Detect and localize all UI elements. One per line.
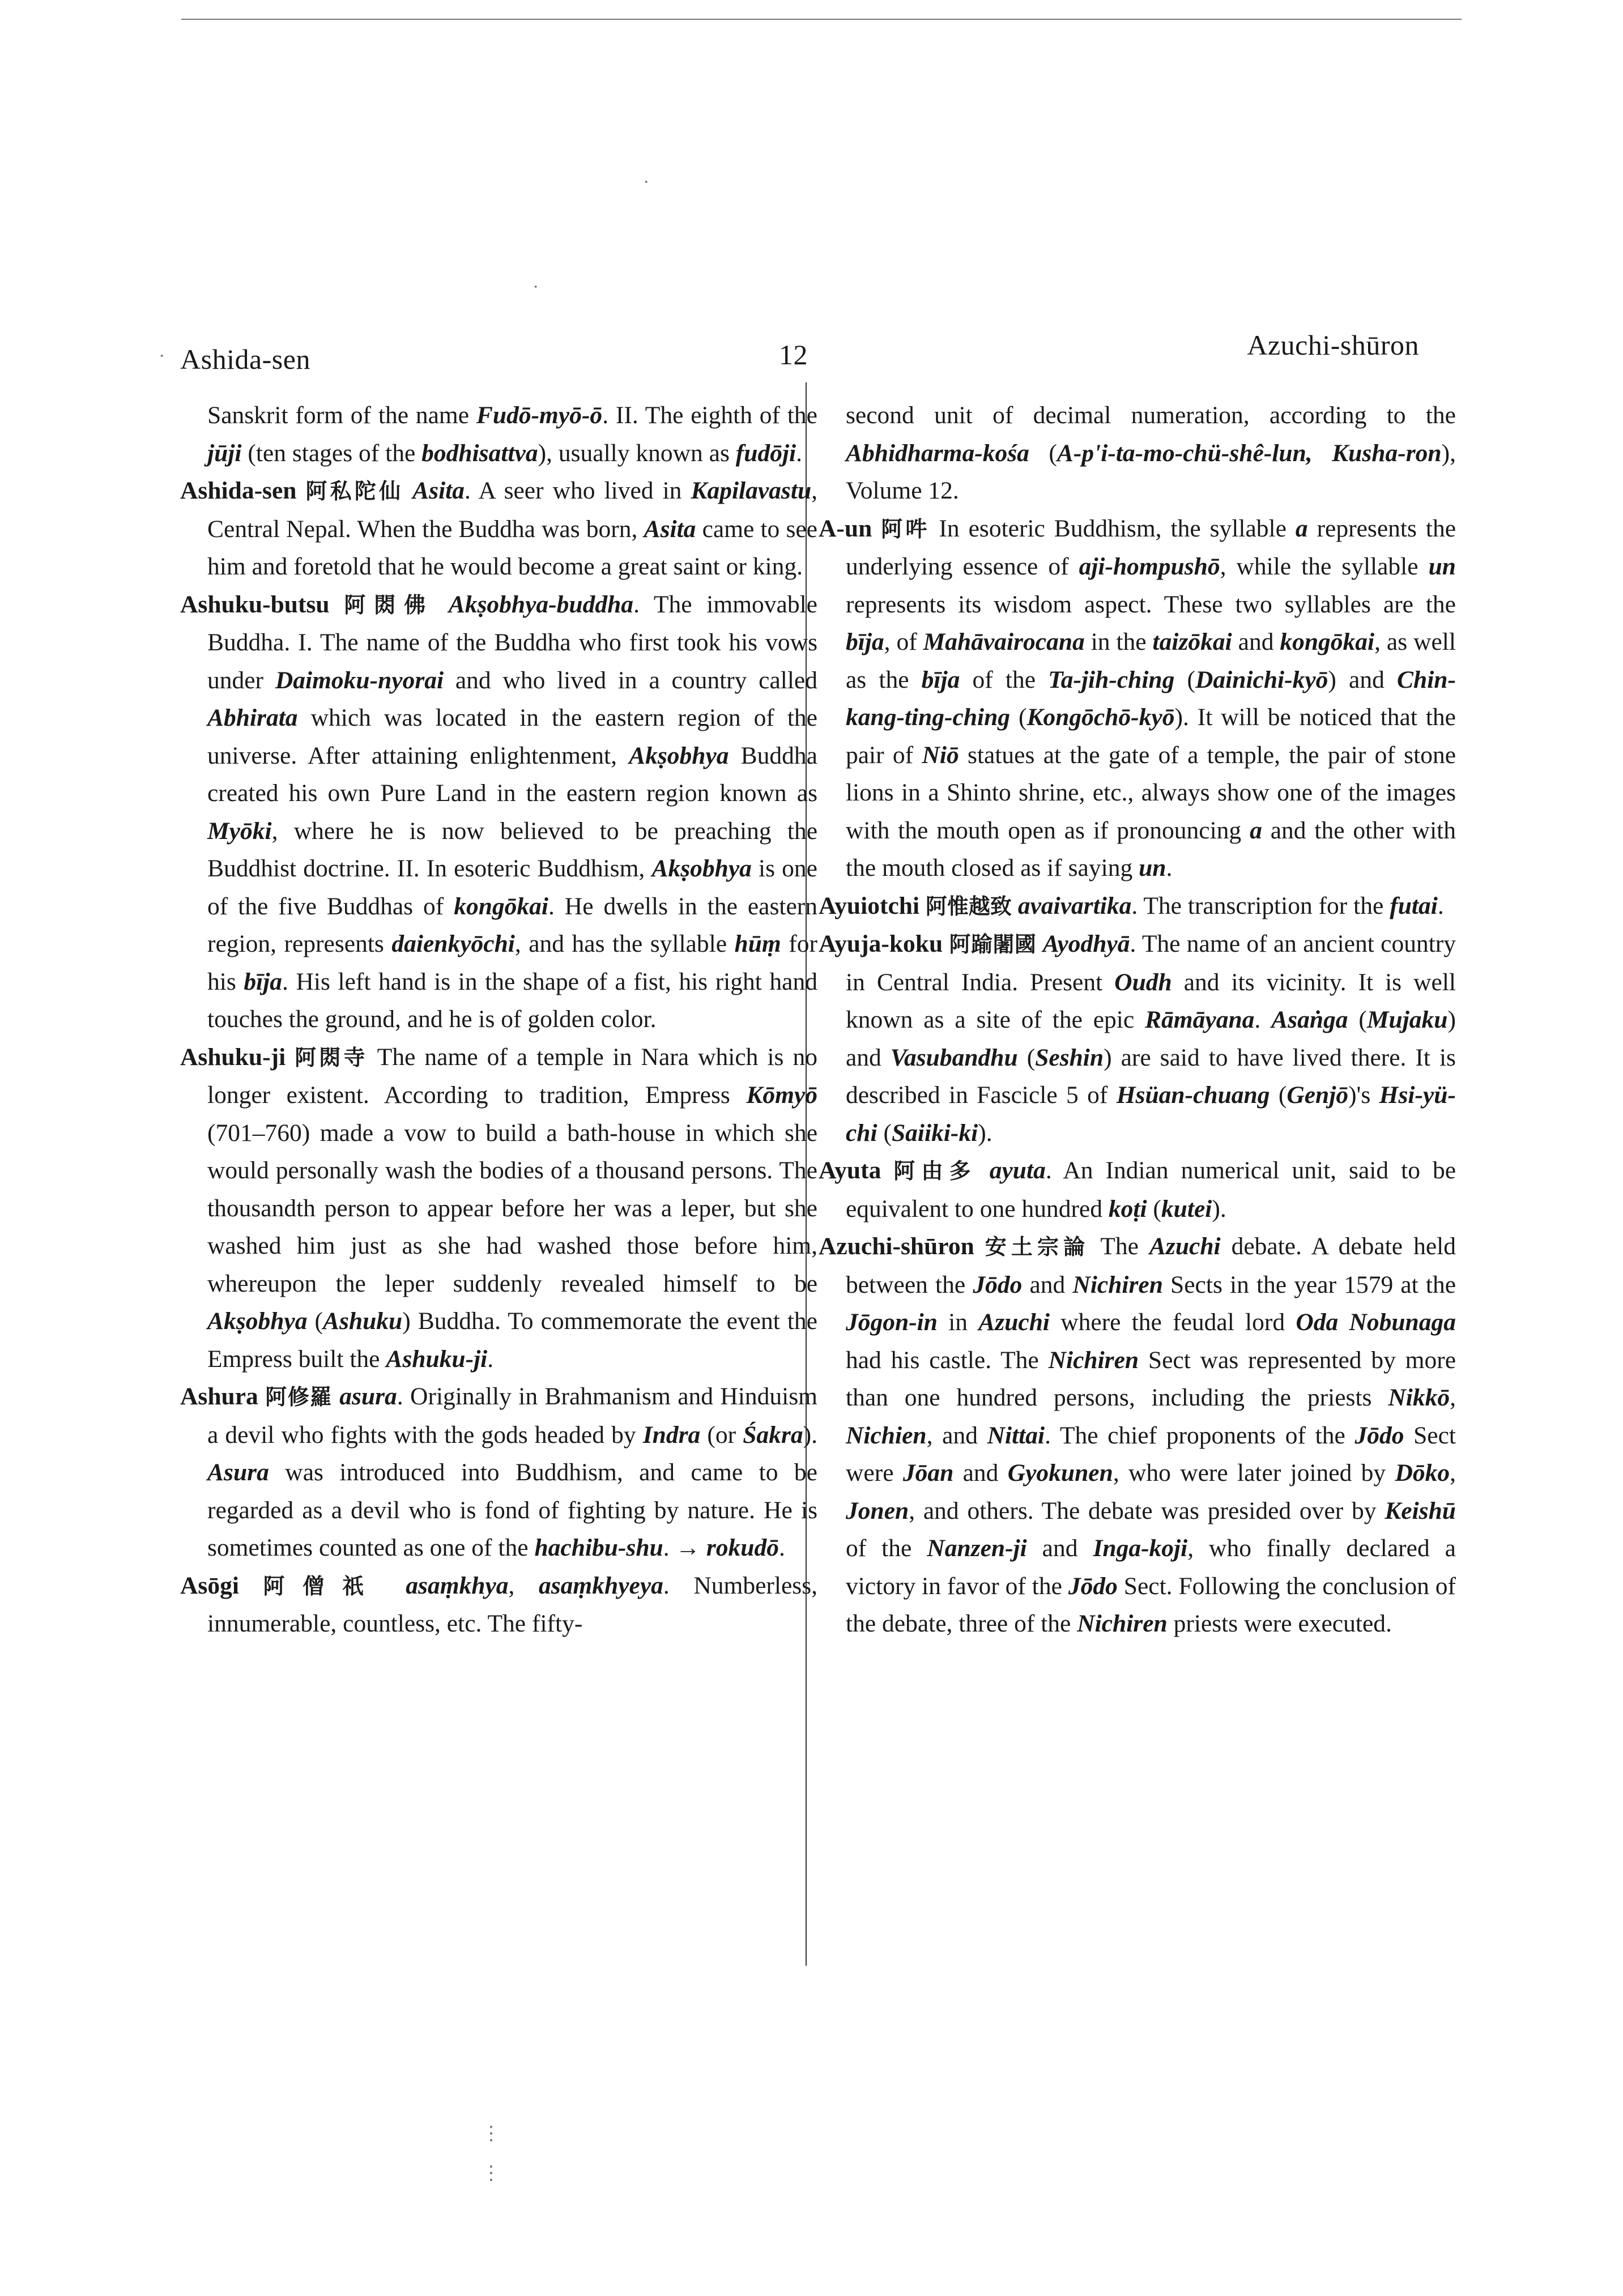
entry-headword: Ashida-sen xyxy=(180,477,297,504)
margin-dot: ⋮ xyxy=(482,2123,501,2144)
header-right-guide-word: Azuchi-shūron xyxy=(1247,329,1419,361)
margin-dot: · xyxy=(643,172,650,193)
margin-dot: · xyxy=(159,346,165,367)
entry-kanji: 阿踰闍國 xyxy=(949,932,1037,957)
entry-kanji: 阿私陀仙 xyxy=(305,479,404,504)
page-number: 12 xyxy=(779,339,808,370)
entry-headword: Azuchi-shūron xyxy=(819,1233,974,1260)
entry-headword: Asōgi xyxy=(180,1571,239,1599)
entry-headword: Ayuiotchi xyxy=(819,892,920,919)
entry-ashuku-ji: Ashuku-ji 阿閦寺 The name of a temple in Nara which is no longer existent. According to tradition, Empress Kōmyō (701–760) made a vow to build a bath-house in which she would personally wash the bodies of a thousand persons. The thousandth person to appear before her was a leper, but she washed him just as she had washed those before him, whereupon the leper suddenly revealed himself to be Akṣobhya (Ashuku) Buddha. To commemorate the event the Empress built the Ashuku-ji. xyxy=(180,1043,818,1373)
entry-headword: Ashura xyxy=(180,1383,258,1410)
entry-kanji: 阿僧祇 xyxy=(263,1573,382,1599)
entry-kanji: 阿由多 xyxy=(893,1158,977,1183)
entry-azuchi-shuron: Azuchi-shūron 安土宗論 The Azuchi debate. A debate held between the Jōdo and Nichiren Sects in the year 1579 at the Jōgon-in in Azuchi where the feudal lord Oda Nobunaga had his castle. The Nichiren Sect was represented by more than one hundred persons, including the priests Nikkō, Nichien, and Nittai. The chief proponents of the Jōdo Sect were Jōan and Gyokunen, who were later joined by Dōko, Jonen, and others. The debate was presided over by Keishū of the Nanzen-ji and Inga-koji, who finally declared a victory in favor of the Jōdo Sect. Following the conclusion of the debate, three of the Nichiren priests were executed. xyxy=(819,1233,1456,1637)
continued-entry-text: second unit of decimal numeration, according to the Abhidharma-kośa (A-p'i-ta-mo-chü-shê-lun, Kusha-ron), Volume 12. xyxy=(846,402,1456,504)
right-column xyxy=(819,397,1456,1643)
entry-kanji: 阿閦寺 xyxy=(295,1045,368,1070)
entry-ashuku-butsu: Ashuku-butsu 阿閦佛 Akṣobhya-buddha. The immovable Buddha. I. The name of the Buddha who first took his vows under Daimoku-nyorai and who lived in a country called Abhirata which was located in the eastern region of the universe. After attaining enlightenment, Akṣobhya Buddha created his own Pure Land in the eastern region known as Myōki, where he is now believed to be preaching the Buddhist doctrine. II. In esoteric Buddhism, Akṣobhya is one of the five Buddhas of kongōkai. He dwells in the eastern region, represents daienkyōchi, and has the syllable hūṃ for his bīja. His left hand is in the shape of a fist, his right hand touches the ground, and he is of golden color. xyxy=(180,590,817,1033)
entry-headword: A-un xyxy=(819,514,872,542)
entry-kanji: 阿惟越致 xyxy=(925,893,1012,919)
entry-ayuta: Ayuta 阿由多 ayuta. An Indian numerical unit, said to be equivalent to one hundred koṭi (kutei). xyxy=(819,1157,1456,1222)
left-column xyxy=(180,397,817,1643)
entry-headword: Ashuku-butsu xyxy=(180,590,330,618)
entry-ayuja-koku: Ayuja-koku 阿踰闍國 Ayodhyā. The name of an ancient country in Central India. Present Oudh and its vicinity. It is well known as a site of the epic Rāmāyana. Asaṅga (Mujaku) and Vasubandhu (Seshin) are said to have lived there. It is described in Fascicle 5 of Hsüan-chuang (Genjō)'s Hsi-yü-chi (Saiiki-ki). xyxy=(819,930,1456,1147)
entry-ayuiotchi: Ayuiotchi 阿惟越致 avaivartika. The transcription for the futai. xyxy=(819,892,1444,919)
entry-a-un: A-un 阿吽 In esoteric Buddhism, the syllable a represents the underlying essence of aji-hompushō, while the syllable un represents its wisdom aspect. These two syllables are the bīja, of Mahāvairocana in the taizōkai and kongōkai, as well as the bīja of the Ta-jih-ching (Dainichi-kyō) and Chin-kang-ting-ching (Kongōchō-kyō). It will be noticed that the pair of Niō statues at the gate of a temple, the pair of stone lions in a Shinto shrine, etc., always show one of the images with the mouth open as if pronouncing a and the other with the mouth closed as if saying un. xyxy=(819,514,1456,881)
entry-asogi: Asōgi 阿僧祇 asaṃkhya, asaṃkhyeya. Numberless, innumerable, countless, etc. The fifty- xyxy=(180,1571,818,1637)
entry-kanji: 阿修羅 xyxy=(265,1385,333,1409)
entry-kanji: 阿閦佛 xyxy=(344,592,434,617)
entry-ashida-sen: Ashida-sen 阿私陀仙 Asita. A seer who lived in Kapilavastu, Central Nepal. When the Buddha was born, Asita came to see him and foretold that he would become a great saint or king. xyxy=(180,477,818,580)
entry-kanji: 安土宗論 xyxy=(985,1234,1090,1259)
entry-kanji: 阿吽 xyxy=(881,516,930,542)
entry-headword: Ayuta xyxy=(819,1157,881,1184)
entry-headword: Ashuku-ji xyxy=(180,1043,286,1071)
entry-ashura: Ashura 阿修羅 asura. Originally in Brahmanism and Hinduism a devil who fights with the gods headed by Indra (or Śakra). Asura was introduced into Buddhism, and came to be regarded as a devil who is fond of fighting by nature. He is sometimes counted as one of the hachibu-shu. → rokudō. xyxy=(180,1383,817,1561)
margin-dot: · xyxy=(533,276,539,297)
continued-entry-text: Sanskrit form of the name Fudō-myō-ō. II. The eighth of the jūji (ten stages of the bodhisattva), usually known as fudōji. xyxy=(207,402,817,467)
header-left-guide-word: Ashida-sen xyxy=(180,343,310,375)
margin-dot: ⋮ xyxy=(482,2163,501,2184)
top-rule xyxy=(181,19,1462,20)
entry-headword: Ayuja-koku xyxy=(819,930,943,957)
